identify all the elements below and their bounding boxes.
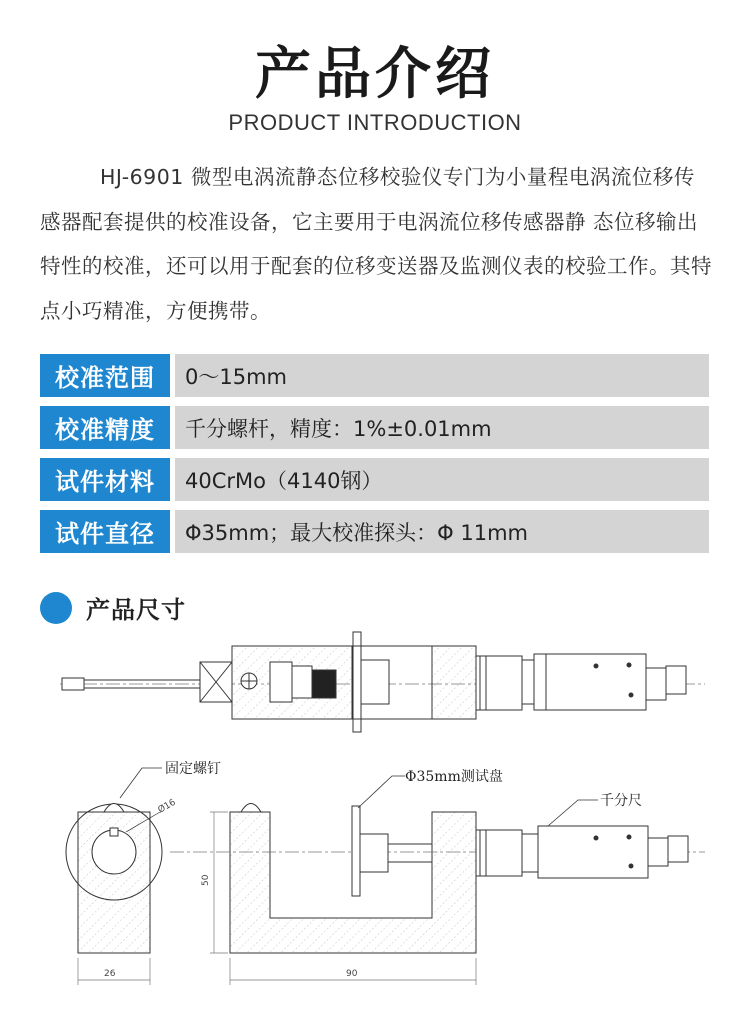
- dim-side-width: 26: [104, 969, 116, 979]
- spec-table: [40, 354, 709, 562]
- dimension-drawing: [0, 620, 750, 1010]
- spec-value: 40CrMo（4140钢）: [175, 458, 709, 501]
- spec-value: 0～15mm: [175, 354, 709, 397]
- spec-value: 千分螺杆，精度：1%±0.01mm: [175, 406, 709, 449]
- spec-label: 试件直径: [40, 510, 170, 553]
- spec-row-material: [40, 458, 709, 501]
- spec-label: 校准范围: [40, 354, 170, 397]
- spec-row-diameter: [40, 510, 709, 553]
- page-title: 产品介绍: [255, 42, 495, 107]
- spec-label: 校准精度: [40, 406, 170, 449]
- spec-label: 试件材料: [40, 458, 170, 501]
- intro-paragraph: HJ-6901 微型电涡流静态位移校验仪专门为小量程电涡流位移传感器配套提供的校准设备，它主要用于电涡流位移传感器静 态位移输出特性的校准，还可以用于配套的位移变送器及监测仪表的校验工作。其特点小巧精准，方便携带。: [40, 165, 712, 323]
- spec-value: Φ35mm；最大校准探头：Φ 11mm: [175, 510, 709, 553]
- spec-row-accuracy: [40, 406, 709, 449]
- side-view: [66, 768, 162, 985]
- label-hole-diameter: Ø16: [156, 797, 178, 816]
- label-test-disc: Φ35mm测试盘: [405, 769, 503, 785]
- page-subtitle: PRODUCT INTRODUCTION: [228, 110, 522, 135]
- label-micrometer: 千分尺: [600, 793, 642, 809]
- top-view: [60, 632, 705, 732]
- spec-row-range: [40, 354, 709, 397]
- label-fixing-screw: 固定螺钉: [165, 761, 221, 777]
- bullet-dot-icon: [40, 592, 72, 624]
- dim-front-width: 90: [346, 969, 358, 979]
- section-title: 产品尺寸: [86, 596, 186, 624]
- dim-height: 50: [201, 874, 211, 886]
